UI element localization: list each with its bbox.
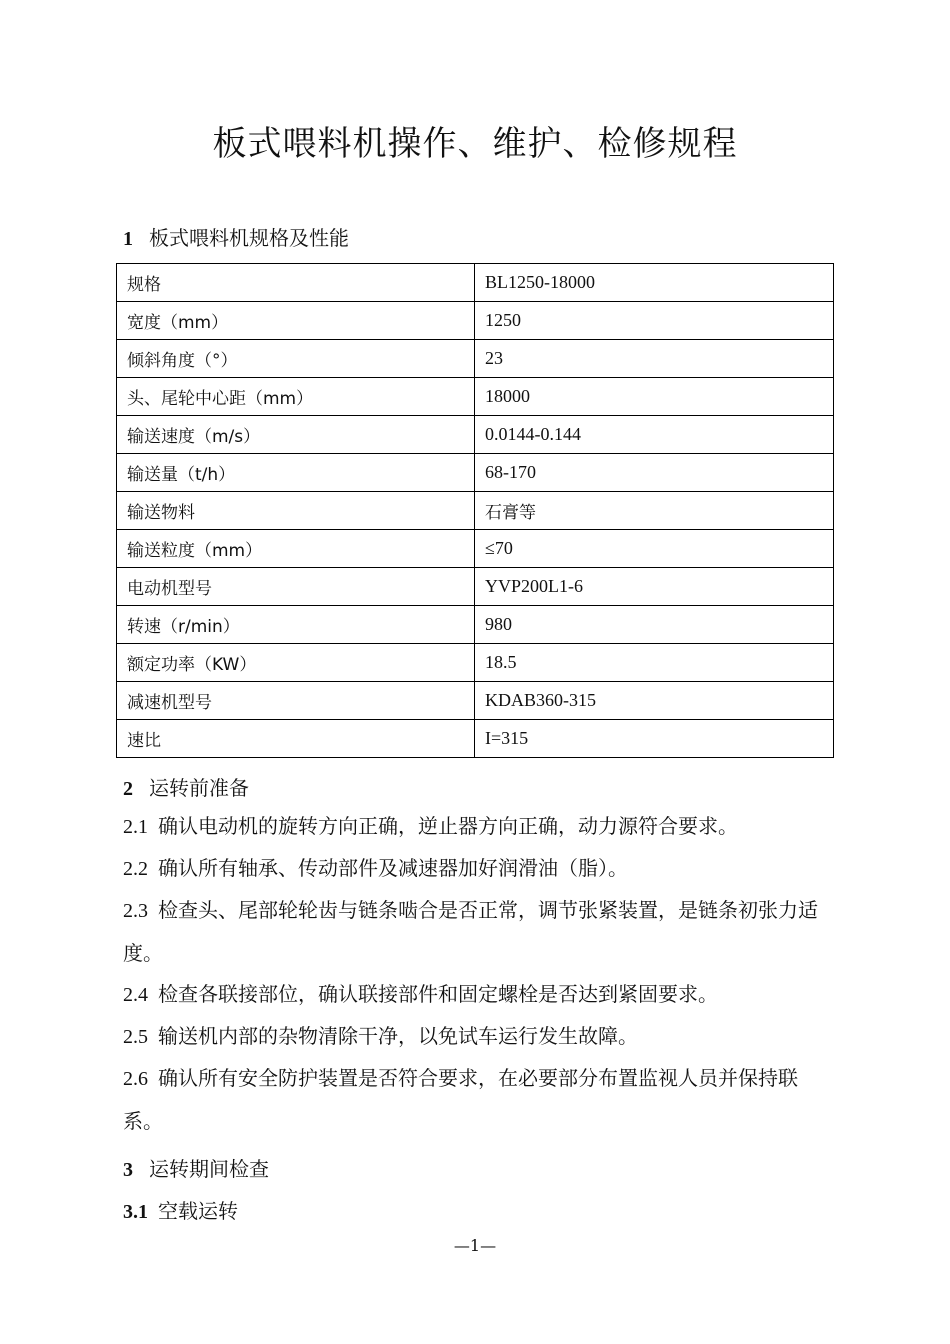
spec-value: ≤70: [475, 530, 834, 568]
section-number: 1: [123, 228, 133, 250]
table-row: [117, 568, 834, 606]
spec-label: 输送速度（m/s）: [117, 416, 475, 454]
page-number: —1—: [453, 1236, 497, 1255]
item-text: 输送机内部的杂物清除干净，以免试车运行发生故障。: [158, 1024, 638, 1048]
spec-label: 输送物料: [117, 492, 475, 530]
item-number: 2.1: [123, 816, 148, 838]
section-title: 板式喂料机规格及性能: [149, 226, 349, 250]
paragraph-2-4: [123, 973, 833, 1016]
table-row: [117, 530, 834, 568]
spec-value: KDAB360-315: [475, 682, 834, 720]
item-number: 2.2: [123, 858, 148, 880]
section-3-1-heading: [123, 1195, 238, 1224]
spec-label: 宽度（mm）: [117, 302, 475, 340]
item-number: 2.6: [123, 1068, 148, 1090]
item-text: 确认所有安全防护装置是否符合要求，在必要部分布置监视人员并保持联系。: [123, 1066, 798, 1133]
spec-label: 倾斜角度（°）: [117, 340, 475, 378]
item-number: 2.5: [123, 1026, 148, 1048]
spec-label: 输送粒度（mm）: [117, 530, 475, 568]
paragraph-2-6: [123, 1057, 833, 1142]
spec-value: 23: [475, 340, 834, 378]
spec-value: BL1250-18000: [475, 264, 834, 302]
table-row: [117, 416, 834, 454]
table-row: [117, 378, 834, 416]
table-row: [117, 606, 834, 644]
item-text: 确认所有轴承、传动部件及减速器加好润滑油（脂）。: [158, 856, 628, 880]
table-row: [117, 264, 834, 302]
section-number: 3: [123, 1159, 133, 1181]
table-row: [117, 720, 834, 758]
paragraph-2-3: [123, 889, 833, 974]
item-text: 确认电动机的旋转方向正确，逆止器方向正确，动力源符合要求。: [158, 814, 738, 838]
section-title: 运转前准备: [149, 776, 249, 800]
spec-table: [116, 263, 834, 758]
spec-label: 减速机型号: [117, 682, 475, 720]
section-1-heading: [123, 222, 349, 251]
spec-label: 速比: [117, 720, 475, 758]
spec-value: 石膏等: [475, 492, 834, 530]
spec-label: 规格: [117, 264, 475, 302]
spec-value: 18000: [475, 378, 834, 416]
table-row: [117, 302, 834, 340]
section-title: 空载运转: [158, 1199, 238, 1223]
spec-label: 输送量（t/h）: [117, 454, 475, 492]
table-row: [117, 682, 834, 720]
section-title: 运转期间检查: [149, 1157, 269, 1181]
table-row: [117, 492, 834, 530]
document-title: 板式喂料机操作、维护、检修规程: [212, 124, 738, 164]
section-number: 3.1: [123, 1201, 148, 1223]
spec-value: 1250: [475, 302, 834, 340]
spec-value: 18.5: [475, 644, 834, 682]
table-row: [117, 340, 834, 378]
item-text: 检查头、尾部轮轮齿与链条啮合是否正常，调节张紧装置，是链条初张力适度。: [123, 898, 818, 965]
spec-value: 68-170: [475, 454, 834, 492]
section-2-heading: [123, 772, 249, 801]
paragraph-2-5: [123, 1015, 833, 1058]
item-number: 2.4: [123, 984, 148, 1006]
section-3-heading: [123, 1153, 269, 1182]
paragraph-2-1: [123, 805, 833, 848]
item-number: 2.3: [123, 900, 148, 922]
spec-value: 980: [475, 606, 834, 644]
spec-label: 头、尾轮中心距（mm）: [117, 378, 475, 416]
spec-label: 转速（r/min）: [117, 606, 475, 644]
item-text: 检查各联接部位，确认联接部件和固定螺栓是否达到紧固要求。: [158, 982, 718, 1006]
paragraph-2-2: [123, 847, 833, 890]
spec-value: I=315: [475, 720, 834, 758]
table-row: [117, 454, 834, 492]
spec-value: YVP200L1-6: [475, 568, 834, 606]
spec-label: 额定功率（KW）: [117, 644, 475, 682]
spec-label: 电动机型号: [117, 568, 475, 606]
section-number: 2: [123, 778, 133, 800]
table-row: [117, 644, 834, 682]
spec-value: 0.0144-0.144: [475, 416, 834, 454]
